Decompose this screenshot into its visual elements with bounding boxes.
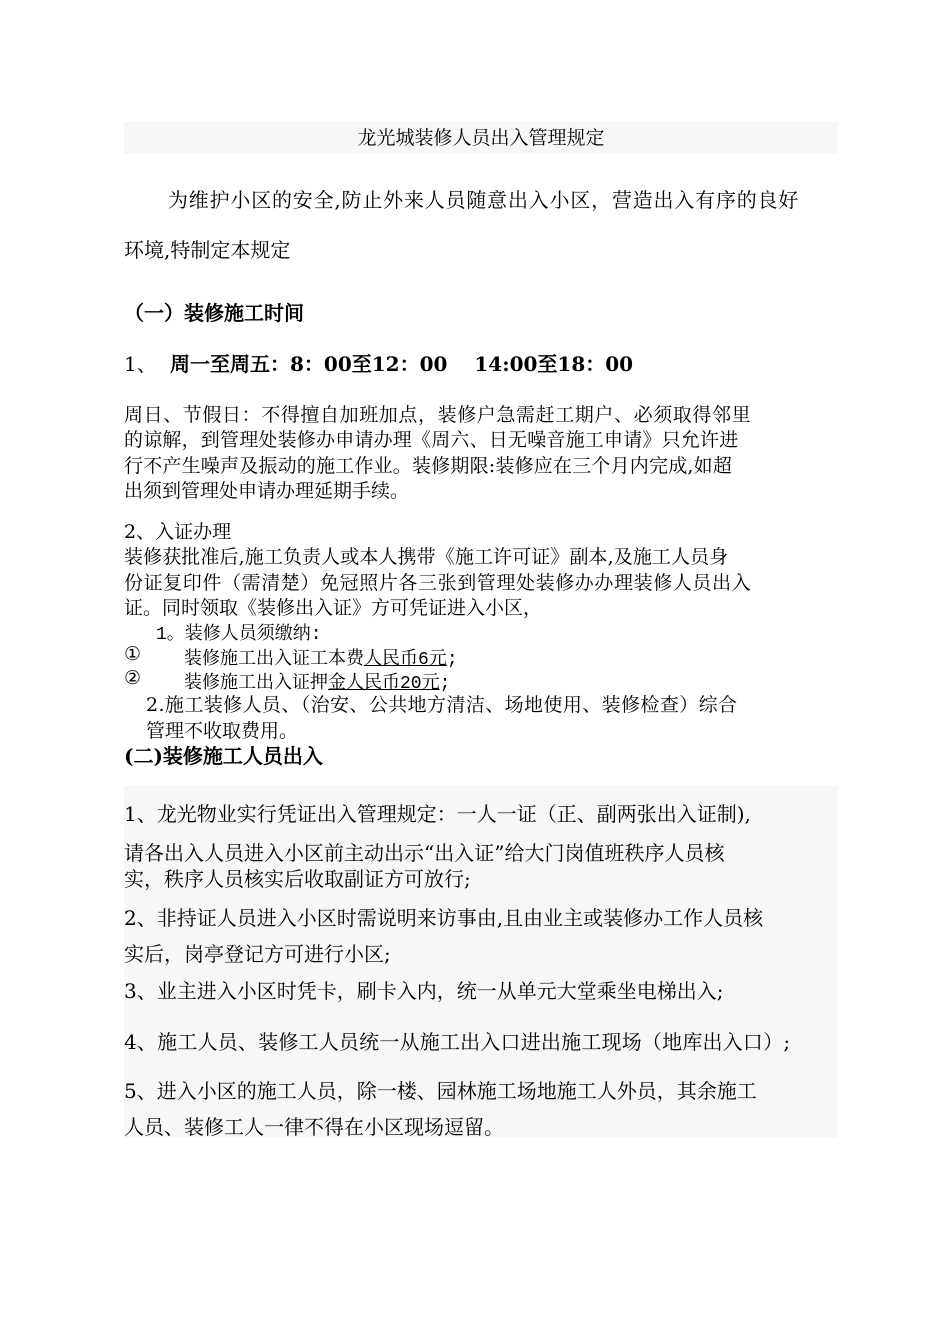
fees-heading: 1。装修人员须缴纳:	[156, 625, 322, 645]
rule-2-line-1: 2、非持证人员进入小区时需说明来访事由,且由业主或装修办工作人员核	[124, 906, 764, 930]
holiday-line-3: 行不产生噪声及振动的施工作业。装修期限:装修应在三个月内完成,如超	[124, 455, 733, 477]
item-1-working-hours: 周一至周五：8：00至12：00 14:00至18：00	[170, 352, 634, 376]
fee-1-amount: 人民币6元	[364, 650, 447, 670]
item-2-line-3: 证。同时领取《装修出入证》方可凭证进入小区，	[124, 597, 543, 619]
fee-2-end: ;	[439, 674, 451, 694]
fee-1-marker: ①	[124, 643, 142, 665]
holiday-line-1: 周日、节假日：不得擅自加班加点，装修户急需赶工期户、必须取得邻里	[124, 404, 752, 426]
item-1-number: 1、	[124, 352, 157, 376]
document-title: 龙光城装修人员出入管理规定	[124, 122, 838, 154]
rule-2-line-2: 实后，岗亭登记方可进行小区;	[124, 942, 391, 966]
holiday-line-4: 出须到管理处申请办理延期手续。	[124, 480, 410, 502]
fee-2-label: 装修施工出入证押	[184, 674, 328, 694]
item-2-line-2: 份证复印件（需清楚）免冠照片各三张到管理处装修办办理装修人员出入	[124, 572, 752, 594]
intro-line-2: 环境,特制定本规定	[124, 238, 291, 262]
intro-line-1: 为维护小区的安全,防止外来人员随意出入小区，营造出入有序的良好	[168, 188, 800, 212]
rule-1-line-3: 实，秩序人员核实后收取副证方可放行;	[124, 867, 471, 891]
section-1-heading: （一）装修施工时间	[124, 301, 304, 325]
fee-2-marker: ②	[124, 667, 142, 689]
management-line-1: 2.施工装修人员、（治安、公共地方清洁、场地使用、装修检查）综合	[146, 694, 738, 716]
item-2-heading: 2、入证办理	[124, 521, 232, 543]
section-2-heading: (二)装修施工人员出入	[124, 744, 323, 768]
fee-1-end: ;	[446, 650, 458, 670]
rule-5-line-1: 5、进入小区的施工人员，除一楼、园林施工场地施工人外员，其余施工	[124, 1079, 757, 1103]
rule-3: 3、业主进入小区时凭卡，刷卡入内，统一从单元大堂乘坐电梯出入;	[124, 979, 724, 1003]
rule-4: 4、施工人员、装修工人员统一从施工出入口进出施工现场（地库出入口）;	[124, 1030, 791, 1054]
holiday-line-2: 的谅解，到管理处装修办申请办理《周六、日无噪音施工申请》只允许进	[124, 429, 739, 451]
fee-2-amount: 金人民币20元	[328, 674, 440, 694]
item-2-line-1: 装修获批准后,施工负责人或本人携带《施工许可证》副本,及施工人员身	[124, 546, 729, 568]
fee-1	[184, 644, 458, 670]
rule-1-line-1: 1、龙光物业实行凭证出入管理规定：一人一证（正、副两张出入证制),	[124, 802, 751, 826]
rule-1-line-2: 请各出入人员进入小区前主动出示“出入证”给大门岗值班秩序人员核	[124, 841, 725, 865]
fee-1-label: 装修施工出入证工本费	[184, 650, 364, 670]
management-line-2: 管理不收取费用。	[146, 720, 299, 742]
rule-5-line-2: 人员、装修工人一律不得在小区现场逗留。	[124, 1115, 504, 1139]
